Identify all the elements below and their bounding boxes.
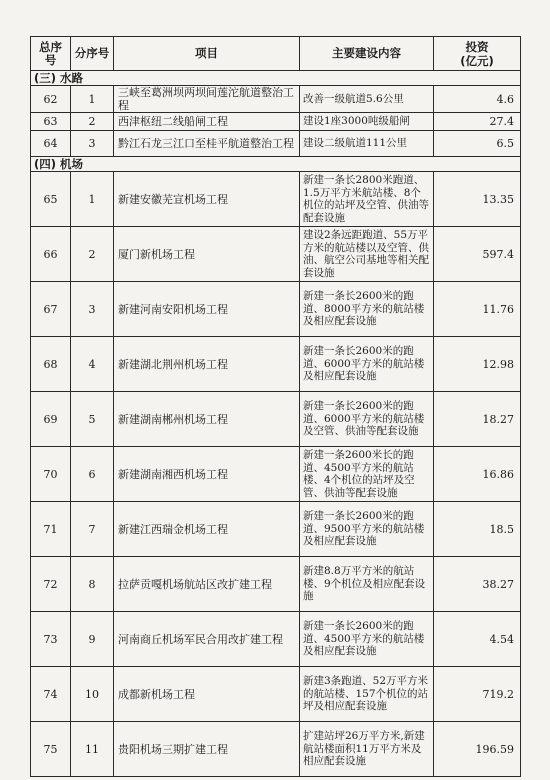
project-name-cell: 新建河南安阳机场工程 (114, 282, 300, 337)
sub-no-cell: 8 (71, 557, 114, 612)
sub-no-cell: 6 (71, 447, 114, 502)
total-no-cell: 71 (31, 502, 71, 557)
investment-cell: 11.76 (434, 282, 521, 337)
total-no-cell: 74 (31, 667, 71, 722)
section-title: (四) 机场 (31, 157, 521, 172)
content-cell: 新建3条跑道、52万平方米的航站楼、157个机位的站坪及相应配套设施 (300, 667, 434, 722)
total-no-cell: 70 (31, 447, 71, 502)
sub-no-cell: 2 (71, 227, 114, 282)
content-cell: 建设2条远距跑道、55万平方米的航站楼以及空管、供油、航空公司基地等相关配套设施 (300, 227, 434, 282)
content-cell: 新建8.8万平方米的航站楼、9个机位及相应配套设施 (300, 557, 434, 612)
content-cell: 新建一条长2600米的跑道、4500平方米的航站楼及相应配套设施 (300, 612, 434, 667)
investment-cell: 27.4 (434, 113, 521, 131)
sub-no-cell: 1 (71, 172, 114, 227)
content-cell: 新建一条长2800米跑道、1.5万平方米航站楼、8个机位的站坪及空管、供油等配套设施 (300, 172, 434, 227)
project-name-cell: 新建安徽芜宣机场工程 (114, 172, 300, 227)
investment-cell: 4.6 (434, 86, 521, 113)
total-no-cell: 72 (31, 557, 71, 612)
table-row (31, 131, 521, 157)
sub-no-cell: 7 (71, 502, 114, 557)
total-no-cell: 65 (31, 172, 71, 227)
content-cell: 建设二级航道111公里 (300, 131, 434, 157)
project-table (30, 36, 521, 777)
sub-no-cell: 3 (71, 282, 114, 337)
table-row (31, 392, 521, 447)
section-row (31, 157, 521, 172)
project-name-cell: 新建湖北荆州机场工程 (114, 337, 300, 392)
project-name-cell: 黔江石龙三江口至桂平航道整治工程 (114, 131, 300, 157)
header-project: 项目 (114, 37, 300, 71)
content-cell: 新建一条2600米长的跑道、4500平方米的航站楼、4个机位的站坪及空管、供油等配套设施 (300, 447, 434, 502)
total-no-cell: 66 (31, 227, 71, 282)
project-name-cell: 新建湖南郴州机场工程 (114, 392, 300, 447)
sub-no-cell: 10 (71, 667, 114, 722)
table-row (31, 113, 521, 131)
total-no-cell: 69 (31, 392, 71, 447)
investment-cell: 18.27 (434, 392, 521, 447)
content-cell: 新建一条长2600米的跑道、8000平方米的航站楼及相应配套设施 (300, 282, 434, 337)
project-name-cell: 贵阳机场三期扩建工程 (114, 722, 300, 777)
total-no-cell: 62 (31, 86, 71, 113)
investment-cell: 196.59 (434, 722, 521, 777)
investment-cell: 18.5 (434, 502, 521, 557)
investment-cell: 719.2 (434, 667, 521, 722)
project-name-cell: 西津枢纽二线船闸工程 (114, 113, 300, 131)
project-name-cell: 成都新机场工程 (114, 667, 300, 722)
investment-cell: 13.35 (434, 172, 521, 227)
project-name-cell: 新建江西瑞金机场工程 (114, 502, 300, 557)
sub-no-cell: 11 (71, 722, 114, 777)
table-row (31, 282, 521, 337)
project-name-cell: 三峡至葛洲坝两坝间莲沱航道整治工程 (114, 86, 300, 113)
table-row (31, 722, 521, 777)
sub-no-cell: 3 (71, 131, 114, 157)
content-cell: 新建一条长2600米的跑道、9500平方米的航站楼及相应配套设施 (300, 502, 434, 557)
investment-cell: 38.27 (434, 557, 521, 612)
total-no-cell: 68 (31, 337, 71, 392)
investment-cell: 6.5 (434, 131, 521, 157)
sub-no-cell: 1 (71, 86, 114, 113)
table-header-row (31, 37, 521, 71)
content-cell: 新建一条长2600米的跑道、6000平方米的航站楼及相应配套设施 (300, 337, 434, 392)
sub-no-cell: 4 (71, 337, 114, 392)
table-row (31, 447, 521, 502)
total-no-cell: 64 (31, 131, 71, 157)
project-name-cell: 河南商丘机场军民合用改扩建工程 (114, 612, 300, 667)
investment-cell: 16.86 (434, 447, 521, 502)
total-no-cell: 73 (31, 612, 71, 667)
sub-no-cell: 5 (71, 392, 114, 447)
investment-cell: 4.54 (434, 612, 521, 667)
header-sub-no: 分序号 (71, 37, 114, 71)
investment-cell: 597.4 (434, 227, 521, 282)
total-no-cell: 75 (31, 722, 71, 777)
table-row (31, 172, 521, 227)
project-name-cell: 厦门新机场工程 (114, 227, 300, 282)
header-content: 主要建设内容 (300, 37, 434, 71)
table-row (31, 86, 521, 113)
content-cell: 扩建站坪26万平方米,新建航站楼面积11万平方米及相应配套设施 (300, 722, 434, 777)
sub-no-cell: 2 (71, 113, 114, 131)
project-name-cell: 拉萨贡嘎机场航站区改扩建工程 (114, 557, 300, 612)
total-no-cell: 63 (31, 113, 71, 131)
total-no-cell: 67 (31, 282, 71, 337)
header-investment: 投资 (亿元) (434, 37, 521, 71)
table-row (31, 557, 521, 612)
table-row (31, 667, 521, 722)
investment-cell: 12.98 (434, 337, 521, 392)
content-cell: 新建一条长2600米的跑道、6000平方米的航站楼及空管、供油等配套设施 (300, 392, 434, 447)
section-row (31, 71, 521, 86)
project-name-cell: 新建湖南湘西机场工程 (114, 447, 300, 502)
sub-no-cell: 9 (71, 612, 114, 667)
content-cell: 建设1座3000吨级船闸 (300, 113, 434, 131)
content-cell: 改善一级航道5.6公里 (300, 86, 434, 113)
table-row (31, 337, 521, 392)
table-row (31, 612, 521, 667)
section-title: (三) 水路 (31, 71, 521, 86)
table-row (31, 227, 521, 282)
table-row (31, 502, 521, 557)
header-total-no: 总序号 (31, 37, 71, 71)
